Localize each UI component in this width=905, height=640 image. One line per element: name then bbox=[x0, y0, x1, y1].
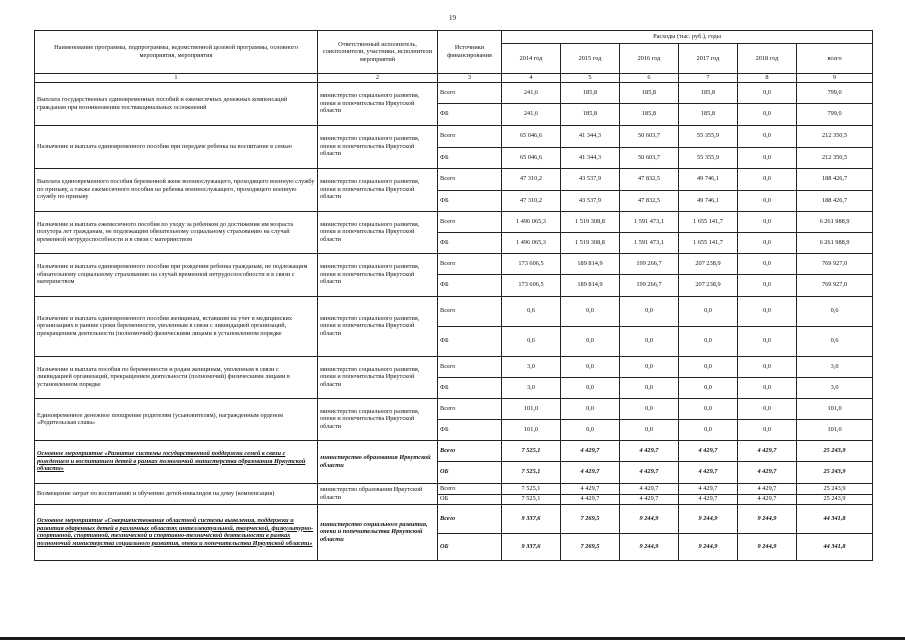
header-name: Наименование программы, подпрограммы, ведомственной целевой программы, основного мероприятия, мероприятия bbox=[35, 31, 318, 74]
expense-cell: 1 496 065,3 bbox=[502, 211, 561, 232]
expense-cell: 0,0 bbox=[561, 377, 620, 398]
funding-source: ФБ bbox=[438, 147, 502, 168]
funding-source: ФБ bbox=[438, 326, 502, 356]
expense-cell: 0,0 bbox=[738, 103, 797, 125]
expense-cell: 4 429,7 bbox=[620, 440, 679, 461]
expense-cell: 7 269,5 bbox=[561, 504, 620, 533]
table-row bbox=[35, 398, 873, 419]
expense-cell: 47 832,5 bbox=[620, 190, 679, 211]
expense-cell: 4 429,7 bbox=[620, 494, 679, 504]
funding-source: ФБ bbox=[438, 190, 502, 211]
table-row bbox=[35, 440, 873, 461]
total-cell: 0,6 bbox=[797, 326, 873, 356]
expense-cell: 9 244,9 bbox=[679, 533, 738, 560]
expense-cell: 1 655 141,7 bbox=[679, 211, 738, 232]
total-cell: 212 350,5 bbox=[797, 147, 873, 168]
expense-cell: 241,6 bbox=[502, 82, 561, 103]
expense-cell: 7 525,1 bbox=[502, 461, 561, 483]
table-row bbox=[35, 483, 873, 494]
executor: министерство социального развития, опеки и попечительства Иркутской области bbox=[318, 82, 438, 125]
expense-cell: 9 337,6 bbox=[502, 504, 561, 533]
expense-cell: 1 591 473,1 bbox=[620, 211, 679, 232]
header-year: 2014 год bbox=[502, 44, 561, 74]
expense-cell: 4 429,7 bbox=[738, 483, 797, 494]
expense-cell: 199 266,7 bbox=[620, 253, 679, 274]
expense-cell: 0,6 bbox=[502, 326, 561, 356]
expense-cell: 47 832,5 bbox=[620, 168, 679, 190]
expense-cell: 49 746,1 bbox=[679, 190, 738, 211]
expense-cell: 0,0 bbox=[738, 232, 797, 253]
measure-name: Назначение и выплата пособия по беременности и родам женщинам, уволенным в связи с ликвидацией организаций, прекращением деятельности (полномочий) физическими лицами в установленном порядке bbox=[35, 356, 318, 398]
total-cell: 769 927,0 bbox=[797, 253, 873, 274]
funding-source: Всего bbox=[438, 504, 502, 533]
total-cell: 0,6 bbox=[797, 296, 873, 326]
expense-cell: 173 606,5 bbox=[502, 274, 561, 296]
expense-cell: 0,0 bbox=[561, 356, 620, 377]
expense-cell: 189 814,9 bbox=[561, 253, 620, 274]
executor: министерство социального развития, опеки и попечительства Иркутской области bbox=[318, 296, 438, 356]
expense-cell: 101,0 bbox=[502, 398, 561, 419]
funding-source: ОБ bbox=[438, 461, 502, 483]
expense-cell: 0,0 bbox=[679, 326, 738, 356]
expense-cell: 0,0 bbox=[561, 296, 620, 326]
funding-source: ОБ bbox=[438, 533, 502, 560]
expense-cell: 0,0 bbox=[620, 356, 679, 377]
measure-name: Возмещение затрат по воспитанию и обучению детей-инвалидов на дому (компенсация) bbox=[35, 483, 318, 504]
table-row bbox=[35, 356, 873, 377]
table-row bbox=[35, 82, 873, 103]
expense-cell: 0,0 bbox=[561, 419, 620, 440]
expense-cell: 189 814,9 bbox=[561, 274, 620, 296]
measure-name: Выплата государственных единовременных пособий и ежемесячных денежных компенсаций гражданам при возникновении поствакцинальных осложнений bbox=[35, 82, 318, 125]
column-index: 6 bbox=[620, 74, 679, 83]
expense-cell: 9 244,9 bbox=[620, 533, 679, 560]
expense-cell: 4 429,7 bbox=[679, 483, 738, 494]
funding-source: Всего bbox=[438, 483, 502, 494]
executor: министерство социального развития, опеки и попечительства Иркутской области bbox=[318, 168, 438, 211]
funding-source: ФБ bbox=[438, 419, 502, 440]
expense-cell: 185,8 bbox=[679, 103, 738, 125]
expense-cell: 4 429,7 bbox=[620, 461, 679, 483]
funding-source: Всего bbox=[438, 296, 502, 326]
expense-cell: 9 244,9 bbox=[679, 504, 738, 533]
column-index: 2 bbox=[318, 74, 438, 83]
funding-source: ФБ bbox=[438, 103, 502, 125]
expense-cell: 7 525,1 bbox=[502, 494, 561, 504]
header-expenses: Расходы (тыс. руб.), годы bbox=[502, 31, 873, 44]
expense-cell: 4 429,7 bbox=[738, 494, 797, 504]
column-index: 1 bbox=[35, 74, 318, 83]
total-cell: 799,0 bbox=[797, 82, 873, 103]
funding-source: ФБ bbox=[438, 274, 502, 296]
total-cell: 3,0 bbox=[797, 377, 873, 398]
expense-cell: 0,0 bbox=[738, 296, 797, 326]
expense-cell: 185,8 bbox=[620, 103, 679, 125]
expense-cell: 4 429,7 bbox=[679, 461, 738, 483]
expense-cell: 0,0 bbox=[738, 125, 797, 147]
expense-cell: 0,0 bbox=[620, 398, 679, 419]
expense-cell: 0,0 bbox=[738, 147, 797, 168]
total-cell: 44 341,8 bbox=[797, 533, 873, 560]
expense-cell: 0,0 bbox=[738, 253, 797, 274]
column-index: 7 bbox=[679, 74, 738, 83]
expense-cell: 207 238,9 bbox=[679, 274, 738, 296]
expense-cell: 9 244,9 bbox=[738, 533, 797, 560]
expense-cell: 185,8 bbox=[679, 82, 738, 103]
expense-cell: 0,0 bbox=[561, 398, 620, 419]
funding-source: Всего bbox=[438, 440, 502, 461]
expense-cell: 0,0 bbox=[738, 82, 797, 103]
expense-cell: 0,0 bbox=[738, 356, 797, 377]
table-row bbox=[35, 253, 873, 274]
expense-cell: 0,6 bbox=[502, 296, 561, 326]
expense-cell: 7 525,1 bbox=[502, 440, 561, 461]
total-cell: 212 350,5 bbox=[797, 125, 873, 147]
total-cell: 769 927,0 bbox=[797, 274, 873, 296]
executor: министерство социального развития, опеки и попечительства Иркутской области bbox=[318, 504, 438, 560]
expense-cell: 4 429,7 bbox=[561, 494, 620, 504]
measure-name: Назначение и выплата единовременного пособия при передаче ребенка на воспитание в семью bbox=[35, 125, 318, 168]
expense-cell: 0,0 bbox=[679, 377, 738, 398]
measure-name: Выплата единовременного пособия беременной жене военнослужащего, проходящего военную службу по призыву, а также ежемесячного пособия на ребенка военнослужащего, проходящего военную службу по призыву bbox=[35, 168, 318, 211]
expense-cell: 50 603,7 bbox=[620, 125, 679, 147]
expense-cell: 0,0 bbox=[679, 419, 738, 440]
expense-cell: 55 355,9 bbox=[679, 125, 738, 147]
header-total: всего bbox=[797, 44, 873, 74]
expense-cell: 1 519 308,8 bbox=[561, 211, 620, 232]
expense-cell: 4 429,7 bbox=[620, 483, 679, 494]
expense-cell: 0,0 bbox=[679, 296, 738, 326]
expense-cell: 3,0 bbox=[502, 356, 561, 377]
expense-cell: 50 603,7 bbox=[620, 147, 679, 168]
expense-cell: 0,0 bbox=[738, 377, 797, 398]
table-row bbox=[35, 125, 873, 147]
executor: министерство социального развития, опеки и попечительства Иркутской области bbox=[318, 356, 438, 398]
measure-name: Назначение и выплата единовременного пособия женщинам, вставшим на учет в медицинских организациях в ранние сроки беременности, уволенным в связи с ликвидацией организаций, прекращением деятельности (полномочий) физическими лицами в установленном порядке bbox=[35, 296, 318, 356]
expense-cell: 43 537,9 bbox=[561, 190, 620, 211]
total-cell: 25 243,9 bbox=[797, 494, 873, 504]
expense-cell: 0,0 bbox=[620, 326, 679, 356]
expense-cell: 0,0 bbox=[738, 168, 797, 190]
measure-name: Основное мероприятие «Развитие системы государственной поддержки семей в связи с рождением и воспитанием детей в рамках полномочий министерства образования Иркутской области» bbox=[35, 440, 318, 483]
header-year: 2017 год bbox=[679, 44, 738, 74]
expense-cell: 0,0 bbox=[620, 419, 679, 440]
expense-cell: 65 046,6 bbox=[502, 125, 561, 147]
expense-cell: 47 310,2 bbox=[502, 168, 561, 190]
executor: министерство социального развития, опеки и попечительства Иркутской области bbox=[318, 125, 438, 168]
expense-cell: 3,0 bbox=[502, 377, 561, 398]
table-row bbox=[35, 504, 873, 533]
expense-cell: 4 429,7 bbox=[738, 461, 797, 483]
column-index: 5 bbox=[561, 74, 620, 83]
page-number: 19 bbox=[449, 14, 456, 22]
funding-source: Всего bbox=[438, 82, 502, 103]
total-cell: 101,0 bbox=[797, 398, 873, 419]
expense-cell: 4 429,7 bbox=[561, 440, 620, 461]
expense-cell: 41 344,3 bbox=[561, 125, 620, 147]
table-row bbox=[35, 211, 873, 232]
executor: министерство образования Иркутской области bbox=[318, 440, 438, 483]
total-cell: 101,0 bbox=[797, 419, 873, 440]
header-year: 2015 год bbox=[561, 44, 620, 74]
expense-cell: 1 519 308,8 bbox=[561, 232, 620, 253]
expense-cell: 1 591 473,1 bbox=[620, 232, 679, 253]
expense-cell: 7 269,5 bbox=[561, 533, 620, 560]
expense-cell: 101,0 bbox=[502, 419, 561, 440]
expense-cell: 207 238,9 bbox=[679, 253, 738, 274]
executor: министерство социального развития, опеки и попечительства Иркутской области bbox=[318, 398, 438, 440]
expense-cell: 241,6 bbox=[502, 103, 561, 125]
expense-cell: 0,0 bbox=[620, 377, 679, 398]
expense-cell: 0,0 bbox=[738, 274, 797, 296]
total-cell: 25 243,9 bbox=[797, 461, 873, 483]
expense-cell: 0,0 bbox=[738, 190, 797, 211]
measure-name: Единовременное денежное поощрение родителям (усыновителям), награжденным орденом «Родительская слава» bbox=[35, 398, 318, 440]
total-cell: 6 261 988,9 bbox=[797, 232, 873, 253]
expense-cell: 49 746,1 bbox=[679, 168, 738, 190]
column-index: 9 bbox=[797, 74, 873, 83]
total-cell: 3,0 bbox=[797, 356, 873, 377]
total-cell: 188 426,7 bbox=[797, 168, 873, 190]
total-cell: 25 243,9 bbox=[797, 440, 873, 461]
header-year: 2016 год bbox=[620, 44, 679, 74]
expense-cell: 47 310,2 bbox=[502, 190, 561, 211]
expense-cell: 7 525,1 bbox=[502, 483, 561, 494]
expense-cell: 0,0 bbox=[738, 419, 797, 440]
funding-source: Всего bbox=[438, 356, 502, 377]
expense-cell: 65 046,6 bbox=[502, 147, 561, 168]
total-cell: 188 426,7 bbox=[797, 190, 873, 211]
expense-cell: 9 244,9 bbox=[620, 504, 679, 533]
executor: министерство социального развития, опеки и попечительства Иркутской области bbox=[318, 211, 438, 253]
expense-cell: 4 429,7 bbox=[738, 440, 797, 461]
expense-cell: 0,0 bbox=[679, 356, 738, 377]
funding-source: ОБ bbox=[438, 494, 502, 504]
total-cell: 799,0 bbox=[797, 103, 873, 125]
expense-cell: 4 429,7 bbox=[679, 494, 738, 504]
column-index: 8 bbox=[738, 74, 797, 83]
funding-source: ФБ bbox=[438, 377, 502, 398]
measure-name: Назначение и выплата единовременного пособия при рождении ребенка гражданам, не подлежащим обязательному социальному страхованию на случай временной нетрудоспособности и в связи с материнством bbox=[35, 253, 318, 296]
header-year: 2018 год bbox=[738, 44, 797, 74]
expense-cell: 4 429,7 bbox=[679, 440, 738, 461]
total-cell: 6 261 988,9 bbox=[797, 211, 873, 232]
expense-cell: 43 537,9 bbox=[561, 168, 620, 190]
funding-source: ФБ bbox=[438, 232, 502, 253]
expense-cell: 185,8 bbox=[561, 103, 620, 125]
expense-cell: 9 337,6 bbox=[502, 533, 561, 560]
executor: министерство образования Иркутской области bbox=[318, 483, 438, 504]
expense-cell: 9 244,9 bbox=[738, 504, 797, 533]
executor: министерство социального развития, опеки и попечительства Иркутской области bbox=[318, 253, 438, 296]
expenses-table bbox=[34, 30, 873, 561]
table-body bbox=[35, 82, 873, 560]
column-index: 4 bbox=[502, 74, 561, 83]
expense-cell: 0,0 bbox=[738, 398, 797, 419]
expense-cell: 199 266,7 bbox=[620, 274, 679, 296]
expense-cell: 0,0 bbox=[620, 296, 679, 326]
expense-cell: 55 355,9 bbox=[679, 147, 738, 168]
expense-cell: 0,0 bbox=[679, 398, 738, 419]
total-cell: 25 243,9 bbox=[797, 483, 873, 494]
header-source: Источники финансирования bbox=[438, 31, 502, 74]
funding-source: Всего bbox=[438, 211, 502, 232]
expense-cell: 1 496 065,3 bbox=[502, 232, 561, 253]
expense-cell: 0,0 bbox=[738, 211, 797, 232]
table-row bbox=[35, 168, 873, 190]
expense-cell: 173 606,5 bbox=[502, 253, 561, 274]
measure-name: Основное мероприятие «Совершенствование областной системы выявления, поддержки и развития одаренных детей в различных областях интеллектуальной, творческой, физкультурно-спортивной, спортивной, технической и спортивно-технической деятельности в рамках полномочий министерства социального развития, опеки и попечительства Иркутской области» bbox=[35, 504, 318, 560]
table-row bbox=[35, 296, 873, 326]
expense-cell: 41 344,3 bbox=[561, 147, 620, 168]
measure-name: Назначение и выплата ежемесячного пособия по уходу за ребенком до достижения им возраста полутора лет гражданам, не подлежащим обязательному социальному страхованию на случай временной нетрудоспособности и в связи с материнством bbox=[35, 211, 318, 253]
expense-cell: 185,8 bbox=[561, 82, 620, 103]
header-executor: Ответственный исполнитель, соисполнители, участники, исполнители мероприятий bbox=[318, 31, 438, 74]
column-index: 3 bbox=[438, 74, 502, 83]
expense-cell: 0,0 bbox=[738, 326, 797, 356]
funding-source: Всего bbox=[438, 168, 502, 190]
expense-cell: 0,0 bbox=[561, 326, 620, 356]
expense-cell: 1 655 141,7 bbox=[679, 232, 738, 253]
funding-source: Всего bbox=[438, 253, 502, 274]
funding-source: Всего bbox=[438, 398, 502, 419]
expense-cell: 4 429,7 bbox=[561, 483, 620, 494]
total-cell: 44 341,8 bbox=[797, 504, 873, 533]
funding-source: Всего bbox=[438, 125, 502, 147]
expense-cell: 4 429,7 bbox=[561, 461, 620, 483]
expense-cell: 185,8 bbox=[620, 82, 679, 103]
